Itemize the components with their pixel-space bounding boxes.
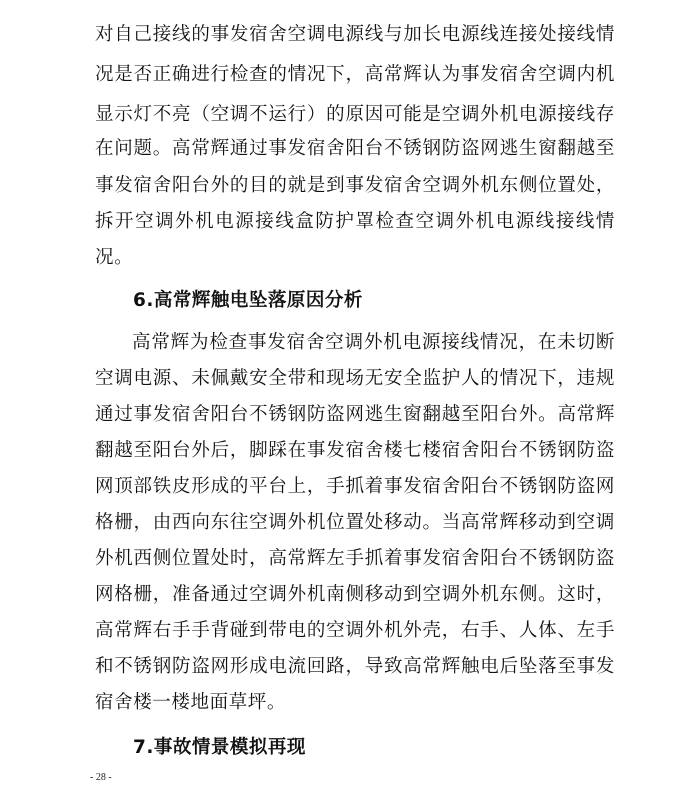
paragraph-line: 格栅，由西向东往空调外机位置处移动。当高常辉移动到空调 [95, 512, 615, 533]
paragraph-line: 事发宿舍阳台外的目的就是到事发宿舍空调外机东侧位置处， [95, 175, 615, 196]
section-heading: 7.事故情景模拟再现 [133, 737, 306, 758]
paragraph-line: 空调电源、未佩戴安全带和现场无安全监护人的情况下，违规 [95, 368, 615, 389]
section-heading: 6.高常辉触电坠落原因分析 [133, 290, 363, 311]
paragraph-line: 况是否正确进行检查的情况下，高常辉认为事发宿舍空调内机 [95, 64, 615, 85]
paragraph-line: 对自己接线的事发宿舍空调电源线与加长电源线连接处接线情 [95, 24, 615, 45]
paragraph-line: 况。 [95, 247, 134, 268]
paragraph-line: 宿舍楼一楼地面草坪。 [95, 692, 287, 713]
paragraph-line: 网格栅，准备通过空调外机南侧移动到空调外机东侧。这时， [95, 584, 615, 605]
paragraph-line: 网顶部铁皮形成的平台上，手抓着事发宿舍阳台不锈钢防盗网 [95, 476, 615, 497]
paragraph-line: 和不锈钢防盗网形成电流回路，导致高常辉触电后坠落至事发 [95, 656, 615, 677]
paragraph-line: 高常辉右手手背碰到带电的空调外机外壳，右手、人体、左手 [95, 620, 615, 641]
paragraph-line: 显示灯不亮（空调不运行）的原因可能是空调外机电源接线存 [95, 104, 615, 125]
paragraph-line: 高常辉为检查事发宿舍空调外机电源接线情况，在未切断 [132, 332, 615, 353]
page-number: - 28 - [90, 772, 112, 783]
paragraph-line: 通过事发宿舍阳台不锈钢防盗网逃生窗翻越至阳台外。高常辉 [95, 404, 615, 425]
paragraph-line: 拆开空调外机电源接线盒防护罩检查空调外机电源线接线情 [95, 211, 615, 232]
paragraph-line: 在问题。高常辉通过事发宿舍阳台不锈钢防盗网逃生窗翻越至 [95, 138, 615, 159]
paragraph-line: 翻越至阳台外后，脚踩在事发宿舍楼七楼宿舍阳台不锈钢防盗 [95, 440, 615, 461]
paragraph-line: 外机西侧位置处时，高常辉左手抓着事发宿舍阳台不锈钢防盗 [95, 548, 615, 569]
